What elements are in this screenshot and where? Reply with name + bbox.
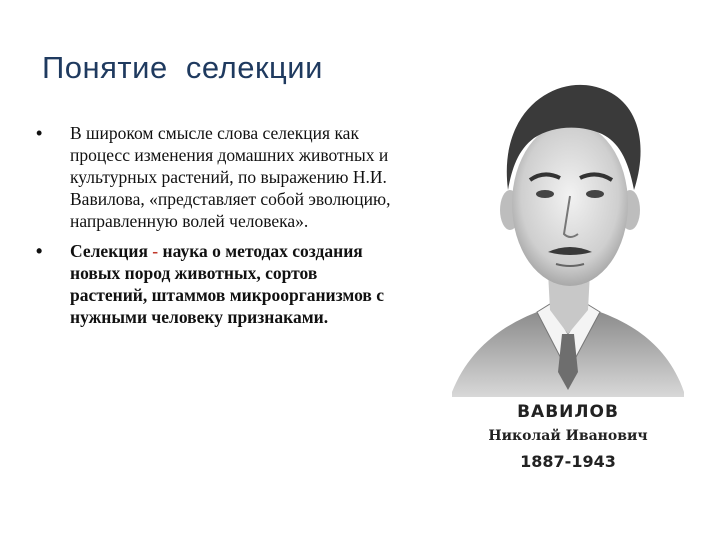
definition-dash: -	[147, 241, 163, 261]
bullet-item-2	[36, 240, 391, 328]
bullet-list	[36, 122, 391, 328]
portrait-full-name: Николай Иванович	[488, 428, 648, 444]
slide-title: Понятие селекции	[42, 50, 323, 85]
bullet-item-1	[36, 122, 391, 232]
bullet-marker: •	[36, 123, 43, 143]
definition-term: Селекция	[70, 241, 148, 261]
portrait-years: 1887-1943	[520, 452, 616, 471]
bullet-text: В широком смысле слова селекция как процесс изменения домашних животных и культурных растений, по выражению Н.И. Вавилова, «представляет собой эволюцию, направленную волей человека».	[70, 123, 391, 231]
bullet-marker: •	[36, 241, 43, 261]
definition-text: наука о методах создания новых пород животных, сортов растений, штаммов микроорганизмов с нужными человеку признаками.	[70, 241, 384, 327]
portrait-name: ВАВИЛОВ	[517, 402, 619, 422]
face-shape	[512, 122, 628, 286]
